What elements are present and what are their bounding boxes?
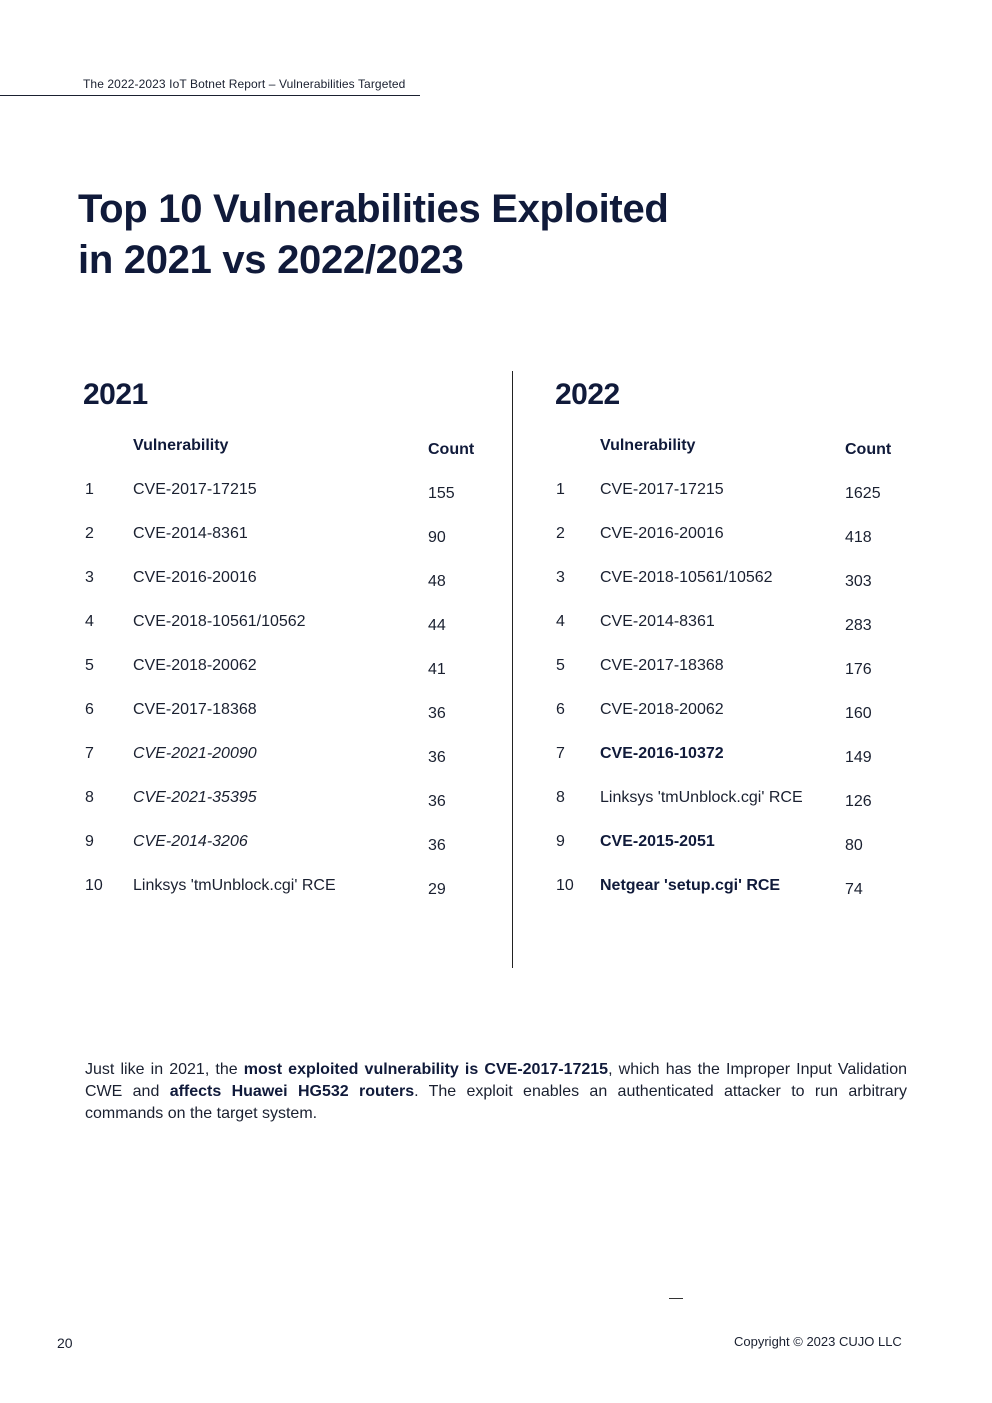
row-vulnerability: CVE-2016-10372 xyxy=(600,745,724,762)
row-rank: 3 xyxy=(85,569,94,586)
row-vulnerability: CVE-2018-10561/10562 xyxy=(133,613,306,630)
header-count-2022: Count xyxy=(845,441,892,458)
copyright: Copyright © 2023 CUJO LLC xyxy=(734,1334,902,1349)
row-rank: 2 xyxy=(556,525,565,542)
summary-bold-1: most exploited vulnerability is CVE-2017-17215 xyxy=(243,1061,609,1078)
table-row xyxy=(0,833,992,877)
row-count: 36 xyxy=(428,749,446,766)
page-title-line-1: Top 10 Vulnerabilities Exploited xyxy=(78,187,669,231)
year-heading-2022: 2022 xyxy=(555,378,620,411)
row-count: 126 xyxy=(845,793,872,810)
decorative-dash xyxy=(669,1298,683,1299)
row-vulnerability: CVE-2018-20062 xyxy=(600,701,724,718)
row-rank: 1 xyxy=(85,481,94,498)
row-vulnerability: CVE-2014-8361 xyxy=(133,525,248,542)
row-count: 155 xyxy=(428,485,455,502)
table-row xyxy=(0,525,992,569)
table-row xyxy=(0,481,992,525)
page-title xyxy=(78,184,669,286)
row-rank: 1 xyxy=(556,481,565,498)
row-vulnerability: CVE-2018-20062 xyxy=(133,657,257,674)
row-rank: 2 xyxy=(85,525,94,542)
row-count: 160 xyxy=(845,705,872,722)
row-vulnerability: CVE-2017-18368 xyxy=(133,701,257,718)
header-rule xyxy=(0,95,420,96)
row-count: 90 xyxy=(428,529,446,546)
row-vulnerability: Netgear 'setup.cgi' RCE xyxy=(600,877,781,894)
table-row xyxy=(0,569,992,613)
summary-text-1: Just like in 2021, the xyxy=(85,1061,244,1078)
row-rank: 6 xyxy=(85,701,94,718)
summary-bold-2: affects Huawei HG532 routers xyxy=(169,1083,415,1100)
row-vulnerability: CVE-2017-18368 xyxy=(600,657,724,674)
row-count: 48 xyxy=(428,573,446,590)
row-vulnerability: CVE-2018-10561/10562 xyxy=(600,569,773,586)
row-count: 41 xyxy=(428,661,446,678)
row-count: 283 xyxy=(845,617,872,634)
row-count: 36 xyxy=(428,705,446,722)
row-count: 303 xyxy=(845,573,872,590)
row-rank: 4 xyxy=(85,613,94,630)
row-rank: 10 xyxy=(556,877,574,894)
row-count: 29 xyxy=(428,881,446,898)
table-row xyxy=(0,745,992,789)
row-vulnerability: CVE-2017-17215 xyxy=(600,481,724,498)
row-rank: 7 xyxy=(85,745,94,762)
header-count-2021: Count xyxy=(428,441,475,458)
row-vulnerability: CVE-2014-3206 xyxy=(133,833,248,850)
summary-text-2: , which has the Improper Input Validation CWE and xyxy=(85,1061,907,1100)
row-vulnerability: CVE-2016-20016 xyxy=(600,525,724,542)
row-count: 36 xyxy=(428,793,446,810)
page-number: 20 xyxy=(57,1335,73,1351)
row-vulnerability: Linksys 'tmUnblock.cgi' RCE xyxy=(133,877,336,894)
header-vulnerability-2021: Vulnerability xyxy=(133,437,229,454)
row-count: 1625 xyxy=(845,485,881,502)
row-rank: 4 xyxy=(556,613,565,630)
row-count: 36 xyxy=(428,837,446,854)
row-count: 149 xyxy=(845,749,872,766)
row-vulnerability: CVE-2021-20090 xyxy=(133,745,257,762)
row-vulnerability: CVE-2014-8361 xyxy=(600,613,715,630)
row-rank: 10 xyxy=(85,877,103,894)
row-rank: 6 xyxy=(556,701,565,718)
row-rank: 8 xyxy=(556,789,565,806)
page-title-line-2: in 2021 vs 2022/2023 xyxy=(78,238,464,282)
row-rank: 3 xyxy=(556,569,565,586)
row-count: 74 xyxy=(845,881,863,898)
table-row xyxy=(0,701,992,745)
row-vulnerability: CVE-2021-35395 xyxy=(133,789,257,806)
row-rank: 7 xyxy=(556,745,565,762)
row-rank: 5 xyxy=(85,657,94,674)
row-count: 176 xyxy=(845,661,872,678)
summary-text-3: . The exploit enables an authenticated attacker to run arbitrary commands on the target system. xyxy=(85,1083,908,1122)
row-vulnerability: Linksys 'tmUnblock.cgi' RCE xyxy=(600,789,803,806)
row-count: 44 xyxy=(428,617,446,634)
row-rank: 5 xyxy=(556,657,565,674)
summary-paragraph xyxy=(85,1059,907,1125)
table-row xyxy=(0,877,992,921)
running-header: The 2022-2023 IoT Botnet Report – Vulnerabilities Targeted xyxy=(83,77,406,91)
header-vulnerability-2022: Vulnerability xyxy=(600,437,696,454)
row-vulnerability: CVE-2017-17215 xyxy=(133,481,257,498)
row-rank: 9 xyxy=(556,833,565,850)
table-row xyxy=(0,789,992,833)
row-vulnerability: CVE-2015-2051 xyxy=(600,833,715,850)
row-count: 80 xyxy=(845,837,863,854)
table-row xyxy=(0,613,992,657)
row-vulnerability: CVE-2016-20016 xyxy=(133,569,257,586)
row-rank: 8 xyxy=(85,789,94,806)
row-count: 418 xyxy=(845,529,872,546)
table-row xyxy=(0,657,992,701)
row-rank: 9 xyxy=(85,833,94,850)
year-heading-2021: 2021 xyxy=(83,378,148,411)
